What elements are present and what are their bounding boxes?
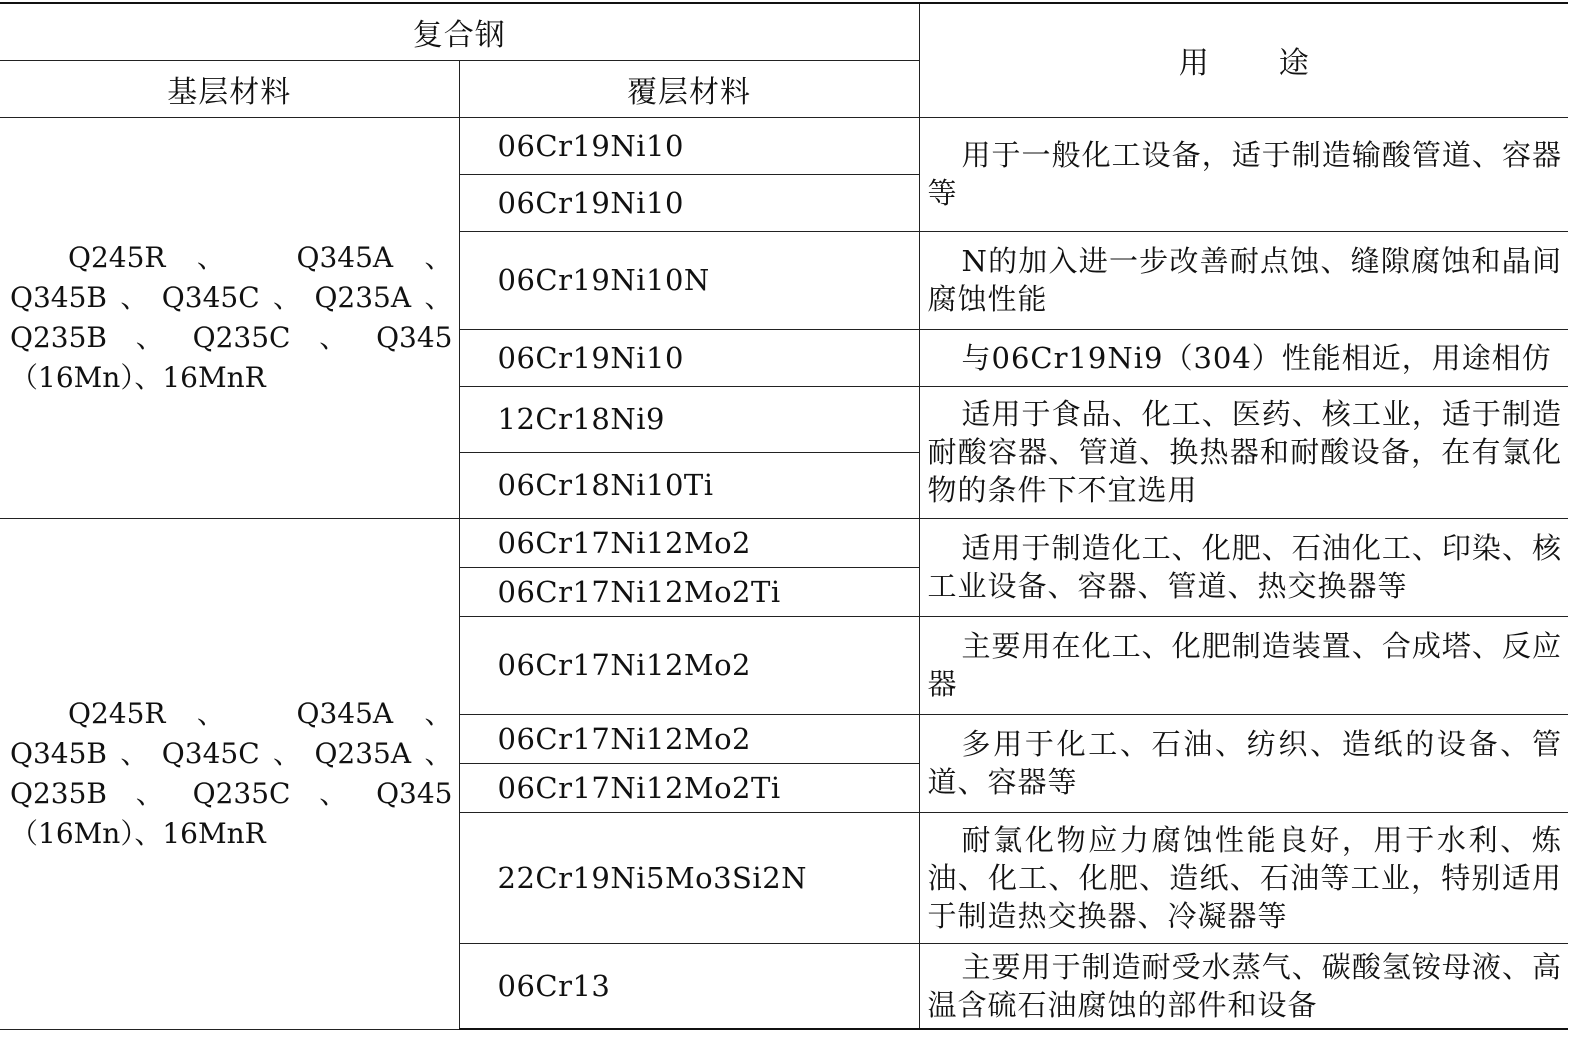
usage-cell: 耐氯化物应力腐蚀性能良好，用于水利、炼油、化工、化肥、造纸、石油等工业，特别适用于制造热交换器、冷凝器等 [919, 812, 1568, 943]
usage-cell: 主要用于制造耐受水蒸气、碳酸氢铵母液、高温含硫石油腐蚀的部件和设备 [919, 943, 1568, 1029]
usage-cell: N的加入进一步改善耐点蚀、缝隙腐蚀和晶间腐蚀性能 [919, 231, 1568, 329]
usage-cell: 与06Cr19Ni9（304）性能相近，用途相仿 [919, 329, 1568, 386]
usage-cell: 用于一般化工设备，适于制造输酸管道、容器等 [919, 117, 1568, 231]
cladding-cell: 06Cr18Ni10Ti [459, 452, 919, 518]
header-cladding-material: 覆层材料 [459, 60, 919, 117]
cladding-cell: 06Cr19Ni10N [459, 231, 919, 329]
header-usage [919, 3, 1568, 117]
cladding-cell: 06Cr17Ni12Mo2 [459, 616, 919, 714]
usage-cell: 多用于化工、石油、纺织、造纸的设备、管道、容器等 [919, 714, 1568, 812]
cladding-cell: 06Cr17Ni12Mo2Ti [459, 763, 919, 812]
cladding-cell: 06Cr19Ni10 [459, 117, 919, 174]
header-base-material: 基层材料 [0, 60, 459, 117]
cladding-cell: 12Cr18Ni9 [459, 386, 919, 452]
base-material-group-2: Q245R、 Q345A、 Q345B、Q345C、Q235A、Q235B、Q235C、Q345（16Mn）、16MnR [0, 518, 459, 1029]
usage-cell: 主要用在化工、化肥制造装置、合成塔、反应器 [919, 616, 1568, 714]
cladding-cell: 06Cr17Ni12Mo2 [459, 714, 919, 763]
cladding-cell: 06Cr13 [459, 943, 919, 1029]
cladding-cell: 06Cr17Ni12Mo2 [459, 518, 919, 567]
base-material-group-1: Q245R、 Q345A、 Q345B、Q345C、Q235A、Q235B、Q235C、Q345（16Mn）、16MnR [0, 117, 459, 518]
composite-steel-table [0, 2, 1568, 1030]
cladding-cell: 22Cr19Ni5Mo3Si2N [459, 812, 919, 943]
cladding-cell: 06Cr19Ni10 [459, 174, 919, 231]
usage-cell: 适用于食品、化工、医药、核工业，适于制造耐酸容器、管道、换热器和耐酸设备，在有氯化物的条件下不宜选用 [919, 386, 1568, 518]
header-usage-char-2: 途 [1278, 46, 1309, 82]
header-composite-steel: 复合钢 [0, 3, 919, 60]
usage-cell: 适用于制造化工、化肥、石油化工、印染、核工业设备、容器、管道、热交换器等 [919, 518, 1568, 616]
cladding-cell: 06Cr17Ni12Mo2Ti [459, 567, 919, 616]
header-usage-char-1: 用 [1178, 46, 1209, 82]
cladding-cell: 06Cr19Ni10 [459, 329, 919, 386]
